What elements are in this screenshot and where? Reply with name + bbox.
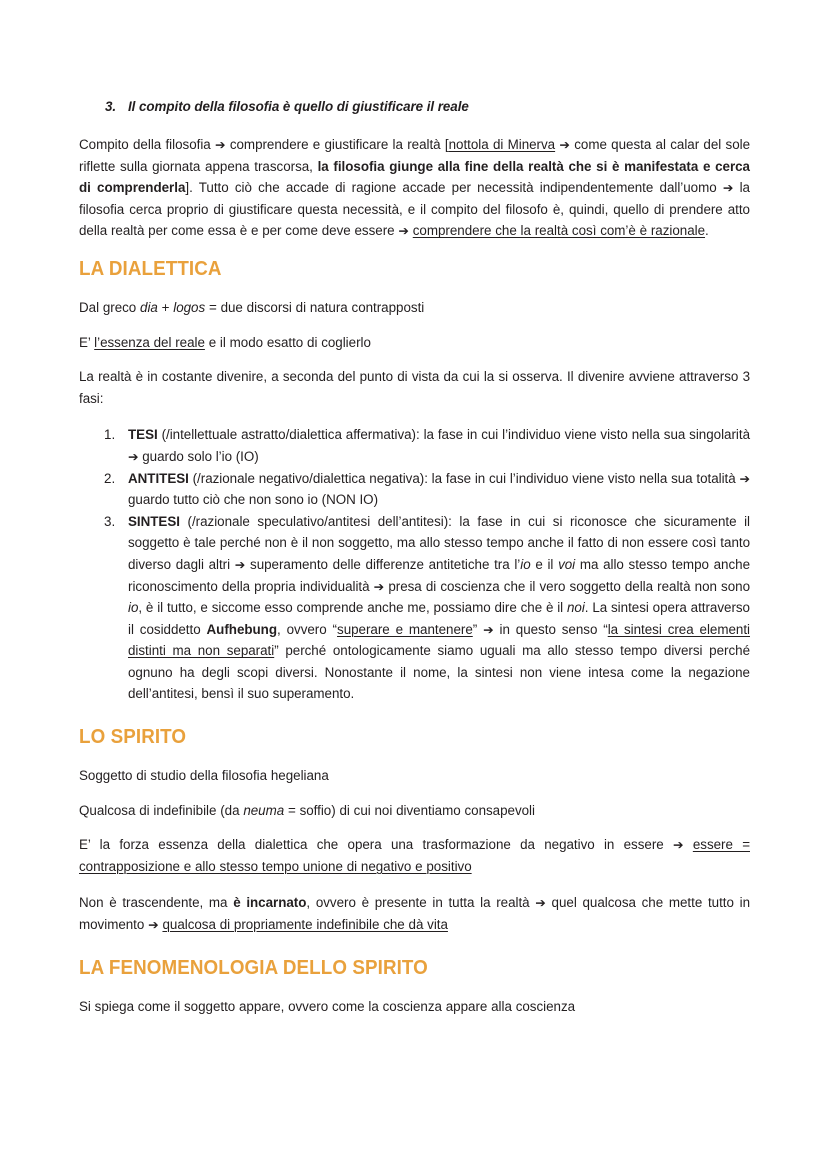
italic-run: dia bbox=[140, 299, 158, 315]
bold-run: TESI bbox=[128, 427, 158, 443]
dialettica-paragraph-1 bbox=[79, 297, 750, 319]
underlined-run: superare e mantenere bbox=[337, 621, 473, 637]
document-content bbox=[79, 96, 750, 1017]
arrow-icon: ➔ bbox=[483, 621, 494, 637]
text-run: ]. Tutto ciò che accade di ragione accade per necessità indipendentemente dall’uomo bbox=[185, 180, 723, 196]
italic-run: noi bbox=[566, 600, 585, 616]
underlined-run: comprendere che la realtà così com’è è razionale bbox=[412, 223, 706, 239]
text-run: quel qualcosa che mette tutto in movimento bbox=[79, 895, 750, 933]
text-run: (/intellettuale astratto/dialettica affermativa): la fase in cui l’individuo viene visto nella sua singolarità bbox=[157, 427, 750, 443]
text-run: comprendere e giustificare la realtà [ bbox=[225, 137, 449, 152]
arrow-icon: ➔ bbox=[148, 917, 159, 933]
list-item bbox=[128, 468, 750, 511]
text-run: , è il tutto, e siccome esso comprende anche me, possiamo dire che è il bbox=[138, 600, 567, 616]
bold-run: SINTESI bbox=[128, 513, 180, 529]
text-run: + bbox=[157, 299, 174, 315]
list-item bbox=[128, 511, 750, 705]
text-run: ” perché ontologicamente siamo uguali ma allo stesso tempo diversi perché ognuno ha degli scopi diversi. Nonostante il nome, la sintesi non viene intesa come la negazione dell’antitesi, bensì il suo superamento. bbox=[128, 643, 750, 702]
text-run: , ovvero è presente in tutta la realtà bbox=[306, 895, 536, 911]
arrow-icon: ➔ bbox=[673, 837, 684, 853]
text-run: e il bbox=[530, 556, 559, 572]
text-run: Compito della filosofia bbox=[79, 137, 215, 152]
intro-item-text: Il compito della filosofia è quello di giustificare il reale bbox=[128, 99, 469, 114]
text-run: (/razionale negativo/dialettica negativa): la fase in cui l’individuo viene visto nella sua totalità bbox=[188, 470, 740, 486]
spirito-paragraph-3 bbox=[79, 834, 750, 877]
section-heading-la-dialettica: LA DIALETTICA bbox=[79, 257, 222, 280]
dialettica-paragraph-3: La realtà è in costante divenire, a seconda del punto di vista da cui la si osserva. Il divenire avviene attraverso 3 fasi: bbox=[79, 369, 750, 406]
section-heading-lo-spirito: LO SPIRITO bbox=[79, 726, 187, 749]
text-run: ma allo stesso tempo anche riconoscimento della propria individualità bbox=[128, 556, 750, 594]
text-run: Non è trascendente, ma bbox=[79, 895, 234, 911]
intro-numbered-list bbox=[79, 96, 750, 117]
text-run bbox=[684, 837, 693, 852]
dialettica-paragraph-2 bbox=[79, 332, 750, 354]
text-run: , ovvero “ bbox=[277, 621, 338, 637]
arrow-icon: ➔ bbox=[215, 137, 226, 152]
italic-run: voi bbox=[558, 556, 576, 572]
arrow-icon: ➔ bbox=[234, 556, 246, 572]
text-run: Qualcosa di indefinibile (da bbox=[79, 802, 244, 818]
text-run: = due discorsi di natura contrapposti bbox=[205, 299, 425, 315]
underlined-run: la sintesi crea elementi distinti ma non separati bbox=[128, 621, 750, 659]
underlined-run: nottola di Minerva bbox=[448, 137, 556, 152]
bold-run: è incarnato bbox=[233, 895, 307, 911]
spirito-paragraph-1: Soggetto di studio della filosofia hegeliana bbox=[79, 768, 329, 784]
bold-run: la filosofia giunge alla fine della realtà che si è manifestata e cerca di comprenderla bbox=[79, 158, 750, 196]
text-run: E’ bbox=[79, 334, 95, 350]
list-item bbox=[128, 424, 750, 467]
text-run: (/razionale speculativo/antitesi dell’antitesi): la fase in cui si riconosce che sicuramente il soggetto è tale perché non è il non soggetto, ma allo stesso tempo anche il fatto di non essere così tanto diverso dagli altri bbox=[128, 513, 750, 572]
text-run: superamento delle differenze antitetiche tra l’ bbox=[245, 556, 521, 572]
text-run: in questo senso “ bbox=[493, 621, 608, 637]
text-run: e il modo esatto di coglierlo bbox=[204, 334, 371, 350]
text-run: . La sintesi opera attraverso il cosiddetto bbox=[128, 600, 750, 637]
bold-run: Aufhebung bbox=[206, 621, 278, 637]
text-run: E’ la forza essenza della dialettica che opera una trasformazione da negativo in essere bbox=[79, 837, 673, 853]
underlined-run: qualcosa di propriamente indefinibile che dà vita bbox=[162, 917, 448, 933]
text-run: la filosofia cerca proprio di giustificare questa necessità, e il compito del filosofo è, quindi, quello di prendere atto della realtà per come essa è e per come deve essere bbox=[79, 180, 750, 239]
arrow-icon: ➔ bbox=[373, 578, 385, 594]
section-heading-la-fenomenologia-dello-spirito: LA FENOMENOLOGIA DELLO SPIRITO bbox=[79, 956, 428, 979]
text-run: ” bbox=[472, 621, 484, 637]
spirito-paragraph-4 bbox=[79, 892, 750, 935]
bold-run: ANTITESI bbox=[128, 470, 189, 486]
italic-run: neuma bbox=[243, 802, 285, 818]
underlined-run: essere = contrapposizione e allo stesso tempo unione di negativo e positivo bbox=[79, 837, 750, 874]
arrow-icon: ➔ bbox=[739, 470, 750, 486]
text-run: come questa al calar del sole riflette sulla giornata appena trascorsa, bbox=[79, 137, 751, 174]
italic-run: io bbox=[520, 556, 531, 572]
underlined-run: l’essenza del reale bbox=[94, 334, 205, 350]
text-run: presa di coscienza che il vero soggetto della realtà non sono bbox=[384, 578, 750, 594]
text-run: = soffio) di cui noi diventiamo consapevoli bbox=[284, 802, 535, 818]
dialectic-phases-list bbox=[79, 424, 750, 705]
italic-run: io bbox=[128, 600, 139, 616]
spirito-paragraph-2 bbox=[79, 800, 750, 822]
intro-paragraph bbox=[79, 134, 750, 242]
italic-run: logos bbox=[173, 299, 206, 315]
text-run: guardo tutto ciò che non sono io (NON IO) bbox=[128, 492, 379, 508]
arrow-icon: ➔ bbox=[535, 895, 546, 911]
arrow-icon: ➔ bbox=[128, 448, 139, 464]
arrow-icon: ➔ bbox=[398, 223, 409, 239]
list-item bbox=[128, 96, 750, 117]
text-run: . bbox=[705, 223, 709, 239]
arrow-icon: ➔ bbox=[722, 180, 734, 196]
fenomenologia-paragraph-1: Si spiega come il soggetto appare, ovvero come la coscienza appare alla coscienza bbox=[79, 998, 576, 1014]
text-run: Dal greco bbox=[79, 299, 141, 315]
text-run: guardo solo l’io (IO) bbox=[138, 448, 259, 464]
arrow-icon: ➔ bbox=[559, 137, 570, 152]
